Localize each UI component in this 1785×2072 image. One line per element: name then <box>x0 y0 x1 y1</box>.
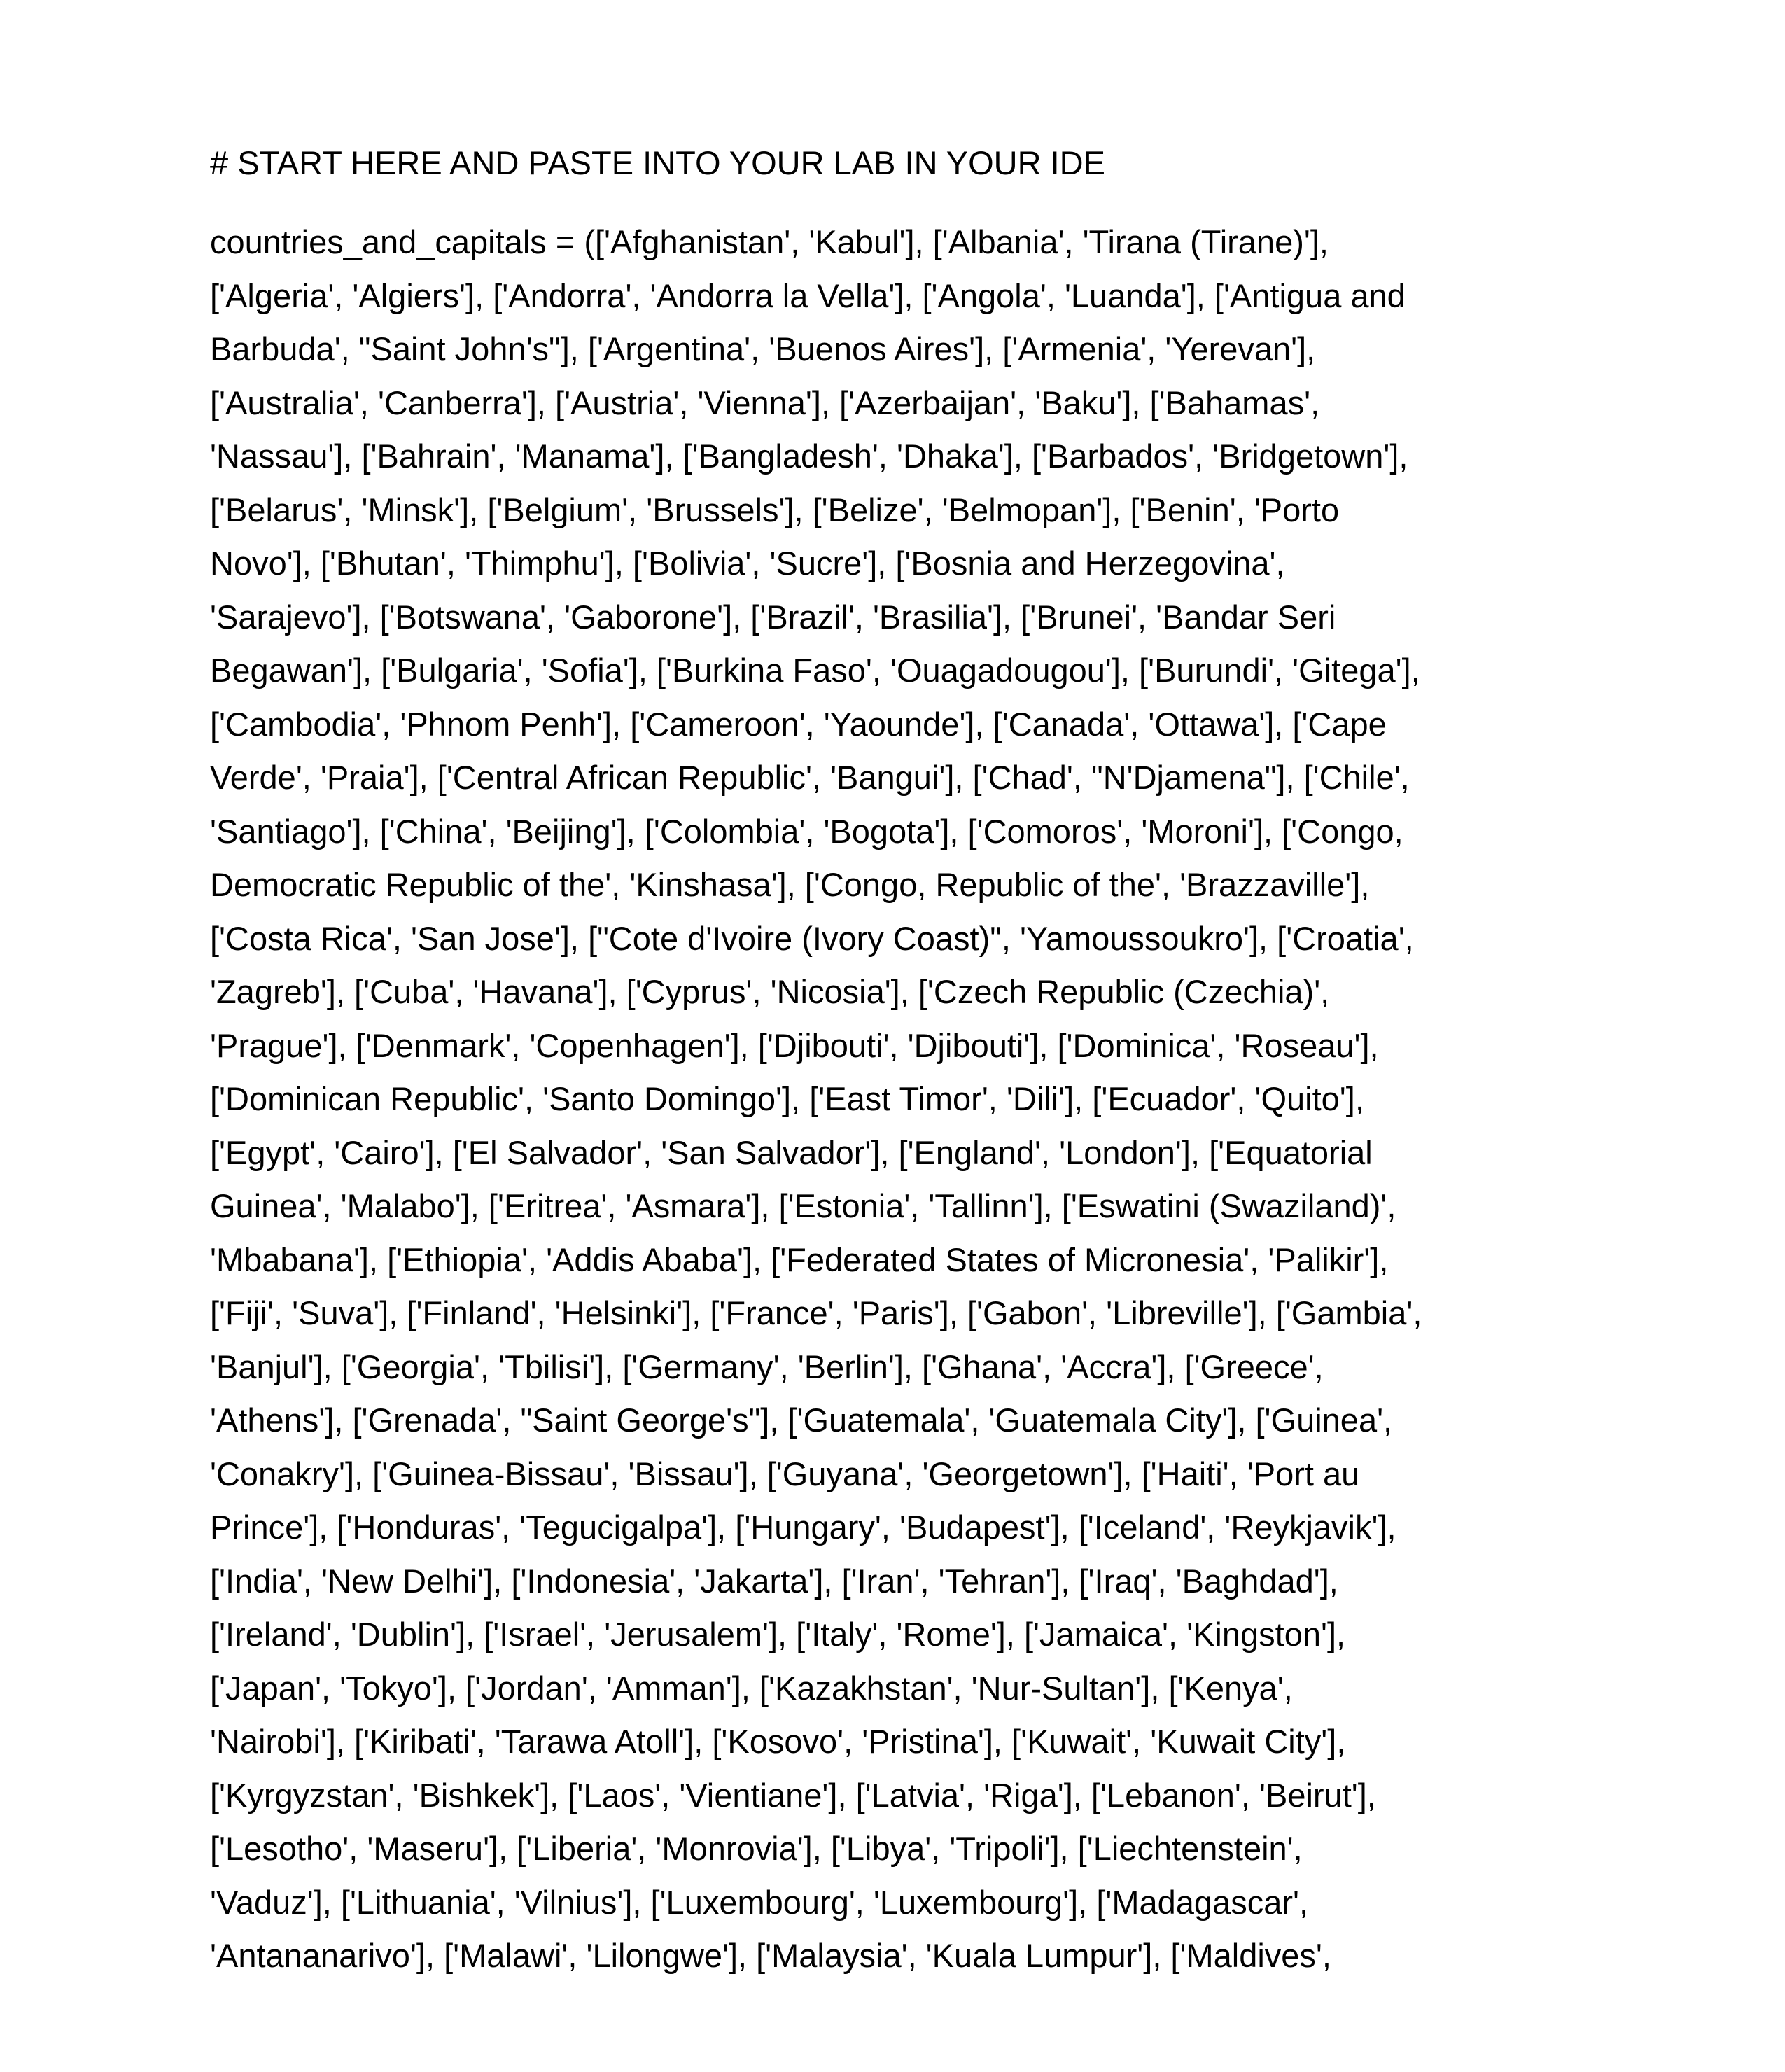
code-line: ['Costa Rica', 'San Jose'], ["Cote d'Ivoire (Ivory Coast)", 'Yamoussoukro'], ['Croatia', <box>210 919 1414 957</box>
code-paragraph <box>210 216 1603 2036</box>
code-line: Barbuda', "Saint John's"], ['Argentina', 'Buenos Aires'], ['Armenia', 'Yerevan'], <box>210 330 1316 368</box>
code-line: ['Japan', 'Tokyo'], ['Jordan', 'Amman'], ['Kazakhstan', 'Nur-Sultan'], ['Kenya', <box>210 1669 1293 1707</box>
code-line: Begawan'], ['Bulgaria', 'Sofia'], ['Burkina Faso', 'Ouagadougou'], ['Burundi', 'Gitega'], <box>210 652 1420 689</box>
code-line: Democratic Republic of the', 'Kinshasa'], ['Congo, Republic of the', 'Brazzaville'], <box>210 866 1370 903</box>
code-line: ['Algeria', 'Algiers'], ['Andorra', 'Andorra la Vella'], ['Angola', 'Luanda'], ['Antigua and <box>210 276 1406 314</box>
code-line: ['Lesotho', 'Maseru'], ['Liberia', 'Monrovia'], ['Libya', 'Tripoli'], ['Liechtenstein', <box>210 1830 1303 1867</box>
document-heading: # START HERE AND PASTE INTO YOUR LAB IN YOUR IDE <box>210 144 1105 181</box>
code-line: ['Belarus', 'Minsk'], ['Belgium', 'Brussels'], ['Belize', 'Belmopan'], ['Benin', 'Porto <box>210 491 1340 528</box>
code-line <box>210 1983 1603 2037</box>
code-line: countries_and_capitals = (['Afghanistan', 'Kabul'], ['Albania', 'Tirana (Tirane)'], <box>210 223 1329 260</box>
code-line: ['Australia', 'Canberra'], ['Austria', 'Vienna'], ['Azerbaijan', 'Baku'], ['Bahamas', <box>210 384 1320 421</box>
code-line: ['Egypt', 'Cairo'], ['El Salvador', 'San Salvador'], ['England', 'London'], ['Equatorial <box>210 1133 1373 1171</box>
code-line: ['Kyrgyzstan', 'Bishkek'], ['Laos', 'Vientiane'], ['Latvia', 'Riga'], ['Lebanon', 'Beirut'], <box>210 1776 1376 1814</box>
code-line: Prince'], ['Honduras', 'Tegucigalpa'], ['Hungary', 'Budapest'], ['Iceland', 'Reykjavik'], <box>210 1508 1396 1546</box>
code-line: 'Prague'], ['Denmark', 'Copenhagen'], ['Djibouti', 'Djibouti'], ['Dominica', 'Roseau'], <box>210 1026 1379 1064</box>
code-line: ['Ireland', 'Dublin'], ['Israel', 'Jerusalem'], ['Italy', 'Rome'], ['Jamaica', 'Kingston'], <box>210 1616 1346 1653</box>
code-line: 'Zagreb'], ['Cuba', 'Havana'], ['Cyprus', 'Nicosia'], ['Czech Republic (Czechia)', <box>210 973 1330 1010</box>
code-line: 'Banjul'], ['Georgia', 'Tbilisi'], ['Germany', 'Berlin'], ['Ghana', 'Accra'], ['Greece', <box>210 1348 1324 1385</box>
code-line: 'Vaduz'], ['Lithuania', 'Vilnius'], ['Luxembourg', 'Luxembourg'], ['Madagascar', <box>210 1883 1309 1921</box>
code-line: 'Athens'], ['Grenada', "Saint George's"], ['Guatemala', 'Guatemala City'], ['Guinea', <box>210 1401 1393 1438</box>
code-line: 'Antananarivo'], ['Malawi', 'Lilongwe'], ['Malaysia', 'Kuala Lumpur'], ['Maldives', <box>210 1937 1331 1974</box>
code-line: 'Santiago'], ['China', 'Beijing'], ['Colombia', 'Bogota'], ['Comoros', 'Moroni'], ['Congo, <box>210 812 1404 850</box>
document-content <box>210 137 1603 2036</box>
code-line: ['Dominican Republic', 'Santo Domingo'], ['East Timor', 'Dili'], ['Ecuador', 'Quito'], <box>210 1080 1364 1117</box>
code-line: 'Nassau'], ['Bahrain', 'Manama'], ['Bangladesh', 'Dhaka'], ['Barbados', 'Bridgetown'], <box>210 438 1408 475</box>
code-line: 'Nairobi'], ['Kiribati', 'Tarawa Atoll'], ['Kosovo', 'Pristina'], ['Kuwait', 'Kuwait City'], <box>210 1723 1346 1760</box>
code-line: Novo'], ['Bhutan', 'Thimphu'], ['Bolivia', 'Sucre'], ['Bosnia and Herzegovina', <box>210 545 1285 582</box>
code-line: ['Cambodia', 'Phnom Penh'], ['Cameroon', 'Yaounde'], ['Canada', 'Ottawa'], ['Cape <box>210 705 1387 743</box>
code-line: 'Conakry'], ['Guinea-Bissau', 'Bissau'], ['Guyana', 'Georgetown'], ['Haiti', 'Port au <box>210 1455 1360 1492</box>
code-line: 'Sarajevo'], ['Botswana', 'Gaborone'], ['Brazil', 'Brasilia'], ['Brunei', 'Bandar Seri <box>210 598 1336 636</box>
code-line: ['India', 'New Delhi'], ['Indonesia', 'Jakarta'], ['Iran', 'Tehran'], ['Iraq', 'Baghdad'], <box>210 1562 1338 1600</box>
code-line: Verde', 'Praia'], ['Central African Republic', 'Bangui'], ['Chad', "N'Djamena"], ['Chile', <box>210 759 1410 796</box>
code-line: 'Mbabana'], ['Ethiopia', 'Addis Ababa'], ['Federated States of Micronesia', 'Palikir'], <box>210 1240 1389 1278</box>
code-line: ['Fiji', 'Suva'], ['Finland', 'Helsinki'], ['France', 'Paris'], ['Gabon', 'Libreville'], ['Gambia', <box>210 1294 1422 1331</box>
code-line: Guinea', 'Malabo'], ['Eritrea', 'Asmara'], ['Estonia', 'Tallinn'], ['Eswatini (Swaziland)', <box>210 1187 1396 1224</box>
